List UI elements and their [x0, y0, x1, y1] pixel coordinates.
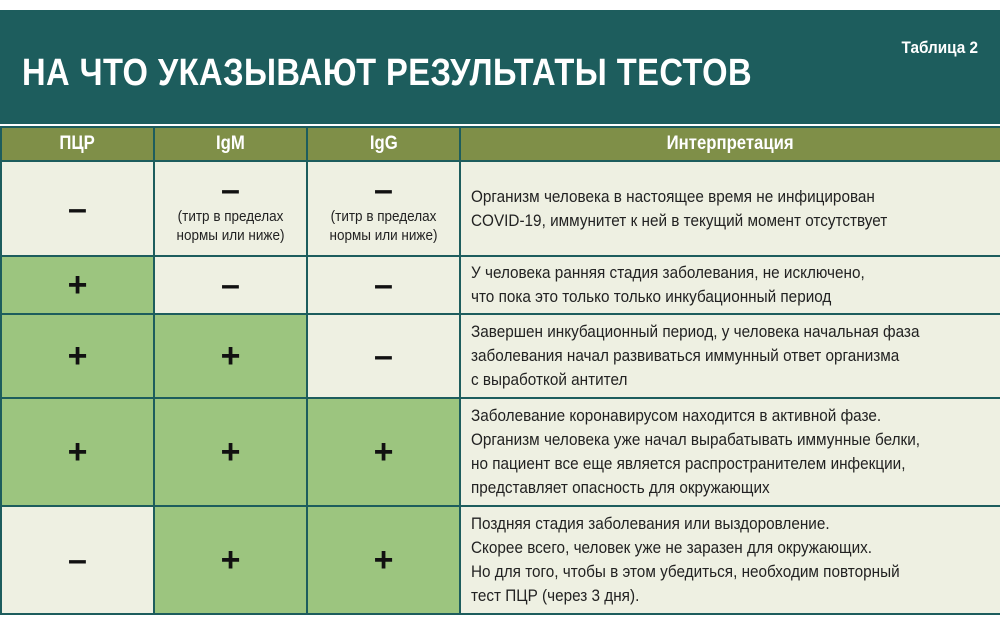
pcr-cell: + — [1, 314, 154, 398]
igg-cell: + — [307, 398, 460, 506]
igg-cell: – — [307, 256, 460, 314]
table-row — [1, 398, 1000, 506]
column-header-igg: IgG — [307, 127, 460, 161]
igg-cell: – — [307, 314, 460, 398]
igm-cell: + — [154, 506, 307, 614]
interpretation-cell: Поздняя стадия заболевания или выздоровление. Скорее всего, человек уже не заразен для окружающих. Но для того, чтобы в этом убедиться, необходим повторный тест ПЦР (через 3 дня). — [460, 506, 1000, 614]
interpretation-cell: У человека ранняя стадия заболевания, не исключено, что пока это только только инкубационный период — [460, 256, 1000, 314]
igm-note: (титр в пределах нормы или ниже) — [176, 207, 285, 244]
column-header-pcr: ПЦР — [1, 127, 154, 161]
column-header-igm: IgM — [154, 127, 307, 161]
page-title: НА ЧТО УКАЗЫВАЮТ РЕЗУЛЬТАТЫ ТЕСТОВ — [22, 52, 753, 94]
column-header-interpretation: Интерпретация — [460, 127, 1000, 161]
pcr-cell: + — [1, 256, 154, 314]
table-row — [1, 161, 1000, 256]
table-row — [1, 506, 1000, 614]
interpretation-cell: Организм человека в настоящее время не инфицирован COVID-19, иммунитет к ней в текущий момент отсутствует — [460, 161, 1000, 256]
table-header-banner — [0, 10, 1000, 124]
table-number-label: Таблица 2 — [901, 38, 978, 57]
table-row — [1, 256, 1000, 314]
igm-cell: + — [154, 398, 307, 506]
igg-cell: – (титр в пределах нормы или ниже) — [307, 161, 460, 256]
pcr-cell: + — [1, 398, 154, 506]
igg-note: (титр в пределах нормы или ниже) — [329, 207, 438, 244]
interpretation-cell: Заболевание коронавирусом находится в активной фазе. Организм человека уже начал вырабатывать иммунные белки, но пациент все еще является распространителем инфекции, представляет опасность для окружающих — [460, 398, 1000, 506]
test-results-table — [0, 126, 1000, 615]
pcr-cell: – — [1, 161, 154, 256]
igm-cell: – (титр в пределах нормы или ниже) — [154, 161, 307, 256]
igg-cell: + — [307, 506, 460, 614]
interpretation-cell: Завершен инкубационный период, у человека начальная фаза заболевания начал развиваться иммунный ответ организма с выработкой антител — [460, 314, 1000, 398]
column-header-row — [1, 127, 1000, 161]
pcr-cell: – — [1, 506, 154, 614]
table-row — [1, 314, 1000, 398]
igm-cell: – — [154, 256, 307, 314]
igm-cell: + — [154, 314, 307, 398]
